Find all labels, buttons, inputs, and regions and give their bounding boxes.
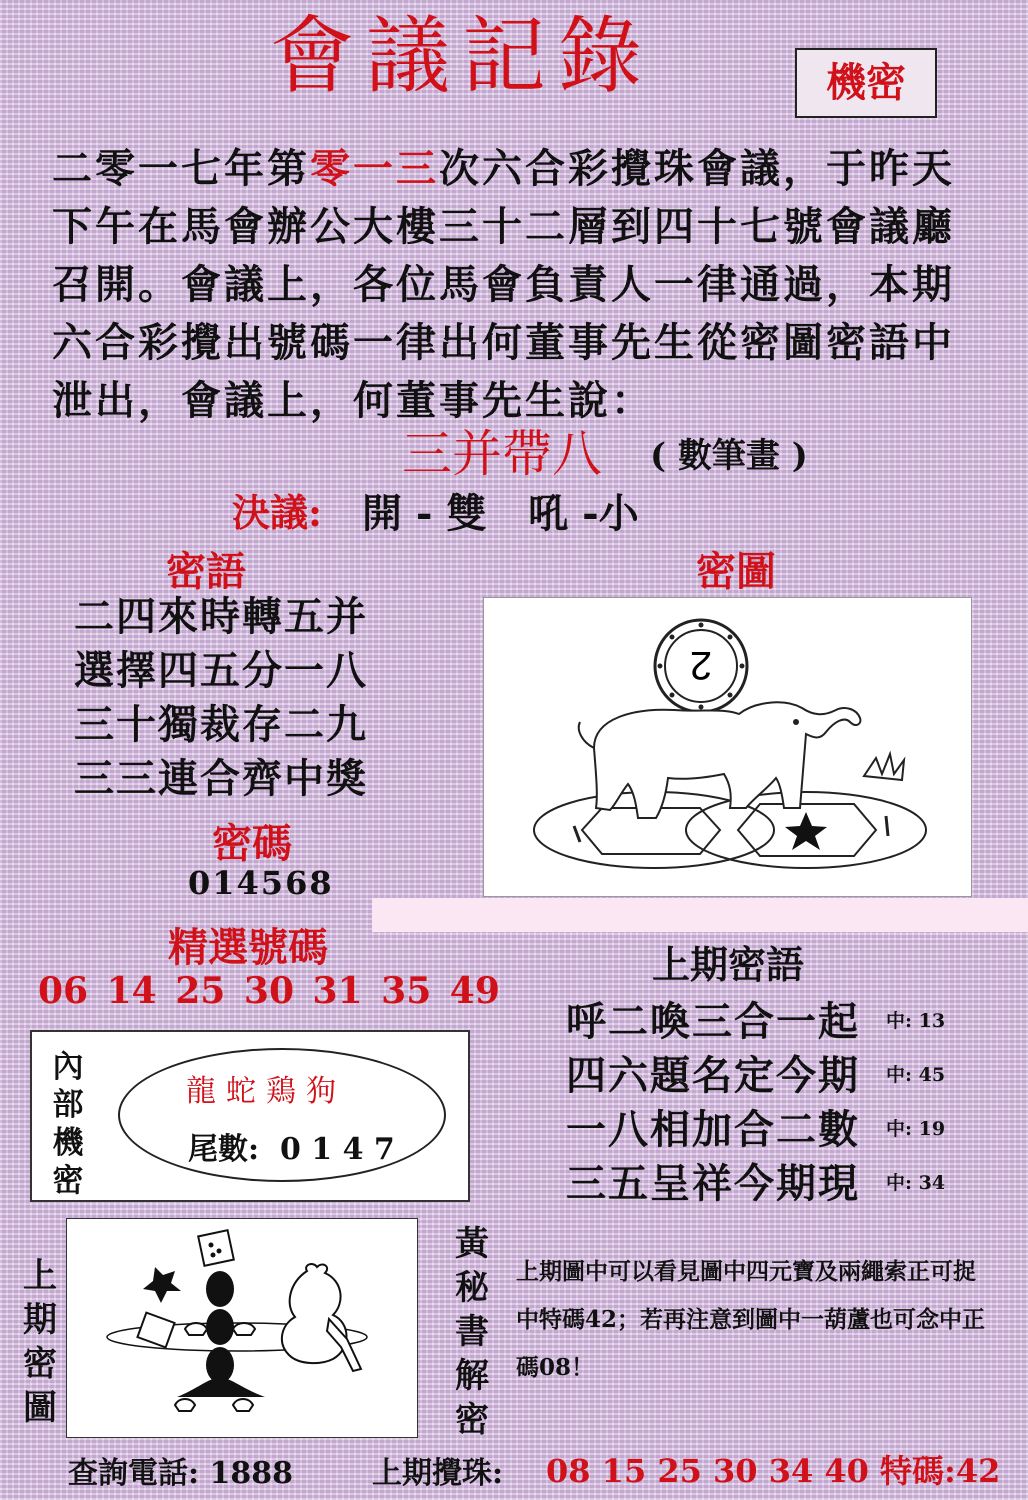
ingots-gourd-illustration [67,1219,417,1437]
secret-word-line: 二四來時轉五并 [74,593,368,640]
page-title: 會議記錄 [270,7,655,105]
meeting-line-5: 泄出，會議上，何董事先生說： [52,377,654,424]
meeting-line-1 [52,140,992,198]
gourd-icon [282,1264,347,1363]
secret-code-value: 014568 [188,864,334,902]
confidential-badge-label: 機密 [826,59,906,106]
label-char: 密 [455,1400,489,1440]
label-char: 圖 [23,1388,57,1428]
ingot-icon [233,1399,253,1411]
decorative-band [372,898,1028,932]
label-char: 秘 [455,1268,489,1308]
ingot-icon [233,1323,255,1335]
meeting-line-2: 下午在馬會辦公大樓三十二層到四十七號會議廳 [52,203,955,250]
lotus-icon [864,754,904,780]
secret-word-line: 選擇四五分一八 [74,647,368,694]
phone-label: 查詢電話: [68,1456,200,1491]
previous-word-line: 一八相加合二數 [566,1106,860,1153]
riddle-note: ( 數筆畫 ) [650,436,808,476]
previous-word-hit: 中: 45 [886,1064,946,1086]
tail-value: 0 1 4 7 [279,1132,395,1167]
decision-value: 開 - 雙 吼 -小 [362,490,639,537]
phone-value: 1888 [209,1456,294,1491]
previous-words-heading: 上期密語 [652,942,805,987]
riddle-text: 三并帶八 [402,425,602,483]
secretary-explanation: 上期圖中可以看見圖中四元寶及兩繩索正可捉中特碼42；若再注意到圖中一葫蘆也可念中正碼08！ [516,1258,986,1381]
elephant-eye [793,719,799,725]
previous-word-line: 三五呈祥今期現 [566,1160,860,1207]
draw-number-highlight: 零一三 [310,145,439,192]
label-char: 密 [23,1344,57,1384]
meeting-line-4: 六合彩攪出號碼一律出何董事先生從密圖密語中 [52,319,955,366]
ingot-box-icon [137,1313,174,1348]
secret-code-heading: 密碼 [212,820,292,867]
tail-number-row [188,1124,395,1168]
rope-base [177,1377,265,1397]
star-icon [143,1267,181,1303]
label-char: 機 [52,1125,84,1161]
selected-numbers-heading: 精選號碼 [168,924,328,971]
meeting-line-1-c: 次六合彩攪珠會議，于昨天 [439,145,955,192]
tail-label: 尾數: [188,1132,260,1167]
secret-words-list [74,590,368,806]
secret-picture-heading: 密圖 [696,548,776,595]
footer-prev-draw-label: 上期攪珠: [372,1456,504,1491]
star-icon [785,812,827,850]
label-char: 期 [23,1300,57,1340]
elephant-illustration [484,598,971,896]
label-char: 部 [52,1087,84,1123]
secret-words-heading: 密語 [166,548,246,595]
internal-secret-label [50,1048,86,1200]
dice-icon [198,1230,234,1266]
previous-word-hit: 中: 34 [886,1172,946,1194]
meeting-line-1-a: 二零一七年第 [52,145,310,192]
decision-label: 決議: [232,490,323,535]
previous-word-line: 呼二喚三合一起 [566,998,860,1045]
footer-prev-draw-numbers: 08 15 25 30 34 40 特碼:42 [546,1452,1001,1490]
previous-word-hit: 中: 19 [886,1118,946,1140]
selected-numbers-value: 06 14 25 30 31 35 49 [38,970,500,1012]
elephant-tail [579,722,594,748]
secret-word-line: 三十獨裁存二九 [74,701,368,748]
footer-phone [68,1448,293,1492]
label-char: 書 [455,1312,489,1352]
ingot-icon [185,1323,207,1335]
previous-word-line: 四六題名定今期 [566,1052,860,1099]
confidential-badge [795,48,937,118]
label-char: 密 [52,1163,84,1199]
zodiac-list: 龍蛇鶏狗 [186,1074,346,1109]
medallion-number: 2 [689,643,713,687]
previous-word-hit: 中: 13 [886,1010,946,1032]
secret-word-line: 三三連合齊中獎 [74,755,368,802]
label-char: 上 [23,1256,57,1296]
label-char: 內 [52,1049,84,1085]
ingot-icon [175,1399,195,1411]
meeting-line-3: 召開。會議上，各位馬會負責人一律通過，本期 [52,261,955,308]
label-char: 黃 [455,1224,489,1264]
rope-segment [206,1309,234,1345]
label-char: 解 [455,1356,489,1396]
rope-segment [206,1271,234,1307]
previous-picture-label [22,1254,58,1430]
secretary-label [452,1222,492,1442]
previous-picture [66,1218,418,1438]
secret-picture [483,597,972,897]
meeting-paragraph [52,140,992,430]
